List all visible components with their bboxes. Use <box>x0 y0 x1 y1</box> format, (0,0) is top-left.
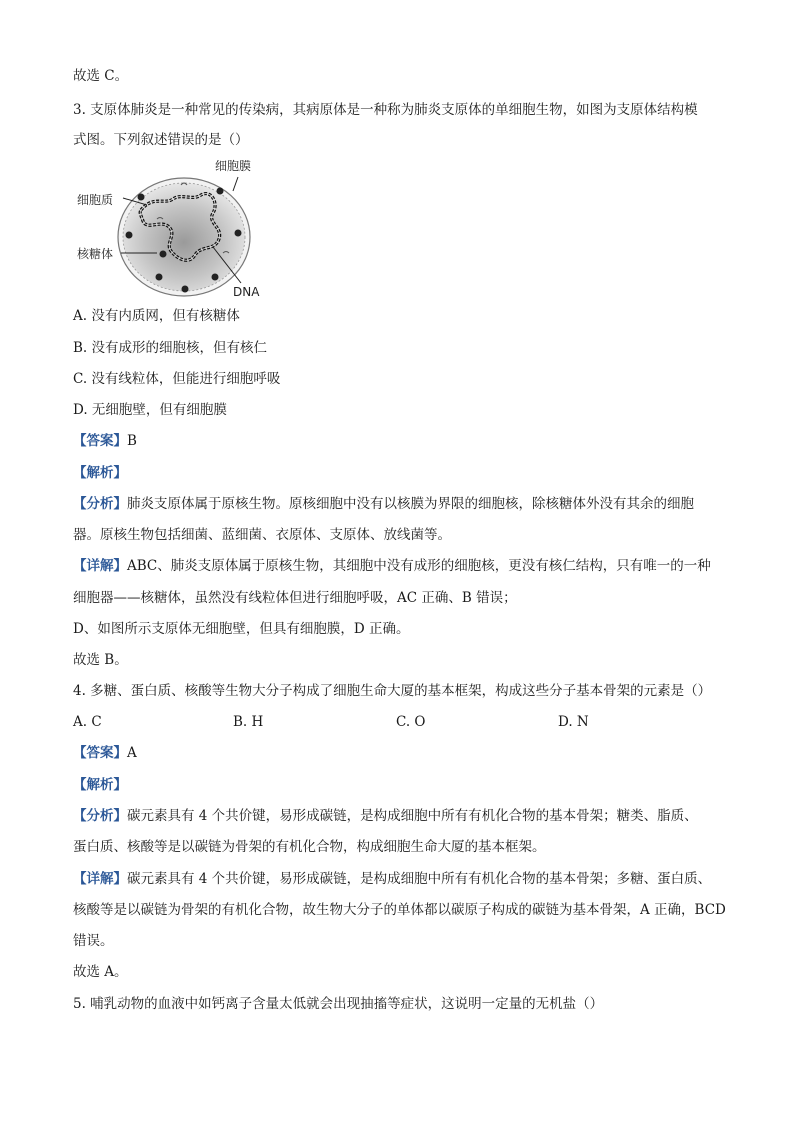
q4-xiangjie-line-3: 错误。 <box>73 933 114 949</box>
label-cell-membrane: 细胞膜 <box>215 159 252 173</box>
q4-answer <box>73 743 137 763</box>
ribosome-dot <box>182 286 189 293</box>
mycoplasma-diagram-drawing <box>73 155 293 300</box>
q4-fenxi-line-1 <box>73 806 698 826</box>
q4-option-c: C. O <box>396 714 426 730</box>
q4-fenxi-line-2: 蛋白质、核酸等是以碳链为骨架的有机化合物，构成细胞生命大厦的基本框架。 <box>73 839 546 855</box>
q4-xiangjie-line-2: 核酸等是以碳链为骨架的有机化合物，故生物大分子的单体都以碳原子构成的碳链为基本骨架，A 正确，BCD <box>73 902 726 918</box>
mycoplasma-diagram <box>73 155 293 300</box>
ribosome-dot <box>156 274 163 281</box>
ribosome-dot <box>138 194 145 201</box>
ribosome-dot <box>212 274 219 281</box>
ribosome-dot <box>126 232 133 239</box>
q2-conclusion: 故选 C。 <box>73 68 129 84</box>
q3-option-a: A. 没有内质网，但有核糖体 <box>73 308 240 324</box>
q3-analysis-heading <box>73 463 127 483</box>
xiangjie-tag: 【详解】 <box>73 871 127 887</box>
q4-conclusion: 故选 A。 <box>73 964 128 980</box>
xiangjie-text: ABC、肺炎支原体属于原核生物，其细胞中没有成形的细胞核，更没有核仁结构，只有唯一的一种 <box>127 558 711 574</box>
q3-fenxi-line-2: 器。原核生物包括细菌、蓝细菌、衣原体、支原体、放线菌等。 <box>73 527 451 543</box>
fenxi-tag: 【分析】 <box>73 808 127 824</box>
answer-value: B <box>127 433 137 449</box>
analysis-tag: 【解析】 <box>73 777 127 793</box>
xiangjie-tag: 【详解】 <box>73 558 127 574</box>
answer-value: A <box>127 745 137 761</box>
fenxi-tag: 【分析】 <box>73 496 127 512</box>
q4-analysis-heading <box>73 775 127 795</box>
answer-tag: 【答案】 <box>73 433 127 449</box>
membrane-leader-line <box>233 177 238 191</box>
xiangjie-text: 碳元素具有 4 个共价键，易形成碳链，是构成细胞中所有有机化合物的基本骨架；多糖、蛋白质、 <box>127 871 712 887</box>
q4-option-a: A. C <box>73 714 102 730</box>
q3-xiangjie-line-2: 细胞器——核糖体，虽然没有线粒体但进行细胞呼吸，AC 正确、B 错误； <box>73 590 517 606</box>
fenxi-text: 碳元素具有 4 个共价键，易形成碳链，是构成细胞中所有有机化合物的基本骨架；糖类、脂质、 <box>127 808 698 824</box>
answer-tag: 【答案】 <box>73 745 127 761</box>
q3-conclusion: 故选 B。 <box>73 652 128 668</box>
q4-option-d: D. N <box>558 714 589 730</box>
q3-option-b: B. 没有成形的细胞核，但有核仁 <box>73 340 268 356</box>
q3-stem-line-2: 式图。下列叙述错误的是（） <box>73 132 249 148</box>
label-dna: DNA <box>233 285 260 299</box>
label-cytoplasm: 细胞质 <box>77 193 114 207</box>
ribosome-dot <box>235 230 242 237</box>
analysis-tag: 【解析】 <box>73 465 127 481</box>
ribosome-dot <box>217 188 224 195</box>
q4-option-b: B. H <box>233 714 264 730</box>
fenxi-text: 肺炎支原体属于原核生物。原核细胞中没有以核膜为界限的细胞核，除核糖体外没有其余的细胞 <box>127 496 694 512</box>
q3-answer <box>73 431 137 451</box>
q3-option-d: D. 无细胞壁，但有细胞膜 <box>73 402 227 418</box>
q4-stem: 4. 多糖、蛋白质、核酸等生物大分子构成了细胞生命大厦的基本框架，构成这些分子基本骨架的元素是（） <box>73 683 712 699</box>
ribosome-dot <box>160 251 167 258</box>
q5-stem: 5. 哺乳动物的血液中如钙离子含量太低就会出现抽搐等症状，这说明一定量的无机盐（） <box>73 996 604 1012</box>
q3-fenxi-line-1 <box>73 494 694 514</box>
q3-xiangjie-line-3: D、如图所示支原体无细胞壁，但具有细胞膜，D 正确。 <box>73 621 410 637</box>
q3-option-c: C. 没有线粒体，但能进行细胞呼吸 <box>73 371 281 387</box>
label-ribosome: 核糖体 <box>77 247 114 261</box>
q4-xiangjie-line-1 <box>73 869 711 889</box>
q3-stem-line-1: 3. 支原体肺炎是一种常见的传染病，其病原体是一种称为肺炎支原体的单细胞生物，如图为支原体结构模 <box>73 102 698 118</box>
q3-xiangjie-line-1 <box>73 556 711 576</box>
